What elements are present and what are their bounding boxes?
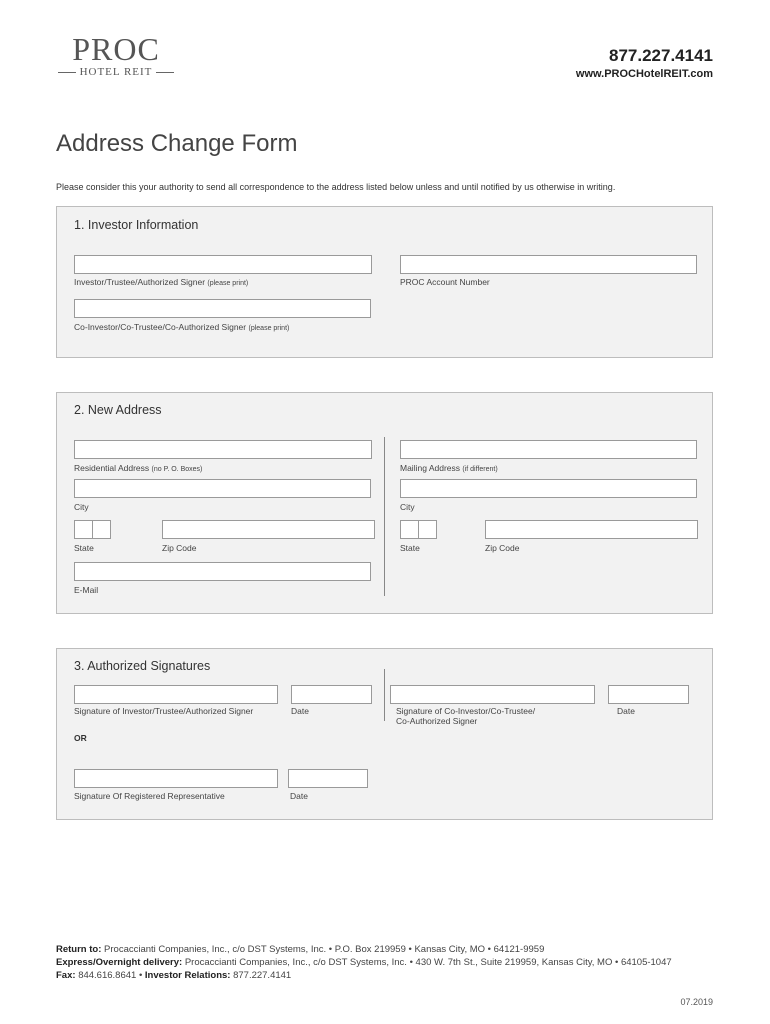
section-title-authorized-signatures: 3. Authorized Signatures xyxy=(74,659,211,673)
or-separator: OR xyxy=(74,733,87,743)
investor-name-label-text: Investor/Trustee/Authorized Signer xyxy=(74,277,206,287)
coinvestor-signature-label-line1: Signature of Co-Investor/Co-Trustee/ xyxy=(396,706,536,716)
residential-city-field[interactable] xyxy=(74,479,371,498)
section-title-new-address: 2. New Address xyxy=(74,403,162,417)
return-instructions xyxy=(56,943,672,982)
mailing-city-field[interactable] xyxy=(400,479,697,498)
logo-wordmark: PROC xyxy=(72,31,160,67)
form-version-date: 07.2019 xyxy=(680,997,713,1007)
residential-state-field[interactable] xyxy=(74,520,111,539)
coinvestor-name-label-note: (please print) xyxy=(248,325,290,332)
mailing-address-label-note: (if different) xyxy=(462,466,498,473)
investor-information-section xyxy=(56,206,713,358)
express-delivery-line xyxy=(56,956,672,969)
residential-city-label: City xyxy=(74,502,89,512)
residential-zip-field[interactable] xyxy=(162,520,375,539)
mailing-address-label xyxy=(400,463,498,473)
phone-number: 877.227.4141 xyxy=(609,46,713,65)
representative-signature-field[interactable] xyxy=(74,769,278,788)
account-number-field[interactable] xyxy=(400,255,697,274)
authorized-signatures-section xyxy=(56,648,713,820)
logo-subtitle xyxy=(56,66,176,78)
coinvestor-name-label xyxy=(74,322,289,332)
coinvestor-signature-date-field[interactable] xyxy=(608,685,689,704)
mailing-state-label: State xyxy=(400,543,420,553)
residential-zip-label: Zip Code xyxy=(162,543,197,553)
coinvestor-signature-label-line2: Co-Authorized Signer xyxy=(396,716,478,726)
residential-address-label-text: Residential Address xyxy=(74,463,150,473)
return-address-label: Return to: xyxy=(56,944,102,955)
coinvestor-signature-date-label: Date xyxy=(617,706,635,716)
representative-signature-date-field[interactable] xyxy=(288,769,368,788)
form-title: Address Change Form xyxy=(56,130,298,157)
residential-state-label: State xyxy=(74,543,94,553)
express-delivery-text: Procaccianti Companies, Inc., c/o DST Systems, Inc. • 430 W. 7th St., Suite 219959, Kansas City, MO • 64105-1047 xyxy=(184,957,672,968)
return-address-line xyxy=(56,943,672,956)
fax-number: 844.616.8641 • xyxy=(78,970,143,981)
return-address-text: Procaccianti Companies, Inc., c/o DST Systems, Inc. • P.O. Box 219959 • Kansas City, MO • 64121-9959 xyxy=(104,944,545,955)
form-intro: Please consider this your authority to send all correspondence to the address listed below unless and until notified by us otherwise in writing. xyxy=(56,182,616,192)
logo-rule-left xyxy=(58,72,76,73)
section-title-investor-information: 1. Investor Information xyxy=(74,218,199,232)
mailing-zip-field[interactable] xyxy=(485,520,698,539)
coinvestor-name-label-text: Co-Investor/Co-Trustee/Co-Authorized Signer xyxy=(74,322,247,332)
proc-logo xyxy=(56,32,176,78)
coinvestor-signature-field[interactable] xyxy=(390,685,595,704)
investor-relations-number: 877.227.4141 xyxy=(233,970,292,981)
investor-signature-date-label: Date xyxy=(291,706,309,716)
fax-line xyxy=(56,969,672,982)
new-address-section xyxy=(56,392,713,614)
investor-signature-date-field[interactable] xyxy=(291,685,372,704)
residential-address-label-note: (no P. O. Boxes) xyxy=(151,466,203,473)
website-link[interactable]: www.PROCHotelREIT.com xyxy=(575,68,713,80)
email-field[interactable] xyxy=(74,562,371,581)
email-label: E-Mail xyxy=(74,585,99,595)
express-delivery-label: Express/Overnight delivery: xyxy=(56,957,183,968)
logo-subtitle-text: HOTEL REIT xyxy=(79,66,153,78)
fax-label: Fax: xyxy=(56,970,76,981)
coinvestor-signature-label xyxy=(396,706,535,726)
mailing-address-field[interactable] xyxy=(400,440,697,459)
investor-name-label xyxy=(74,277,248,287)
representative-signature-label: Signature Of Registered Representative xyxy=(74,791,225,801)
column-divider xyxy=(384,437,385,596)
investor-name-field[interactable] xyxy=(74,255,372,274)
account-number-label: PROC Account Number xyxy=(400,277,490,287)
mailing-zip-label: Zip Code xyxy=(485,543,520,553)
contact-block xyxy=(576,46,713,80)
coinvestor-name-field[interactable] xyxy=(74,299,371,318)
investor-signature-field[interactable] xyxy=(74,685,278,704)
logo-rule-right xyxy=(156,72,174,73)
mailing-address-label-text: Mailing Address xyxy=(400,463,461,473)
investor-signature-label: Signature of Investor/Trustee/Authorized Signer xyxy=(74,706,254,716)
residential-address-field[interactable] xyxy=(74,440,372,459)
mailing-city-label: City xyxy=(400,502,415,512)
investor-relations-label: Investor Relations: xyxy=(144,970,231,981)
residential-address-label xyxy=(74,463,202,473)
mailing-state-field[interactable] xyxy=(400,520,437,539)
signature-divider xyxy=(384,669,385,721)
investor-name-label-note: (please print) xyxy=(207,280,249,287)
representative-signature-date-label: Date xyxy=(290,791,308,801)
